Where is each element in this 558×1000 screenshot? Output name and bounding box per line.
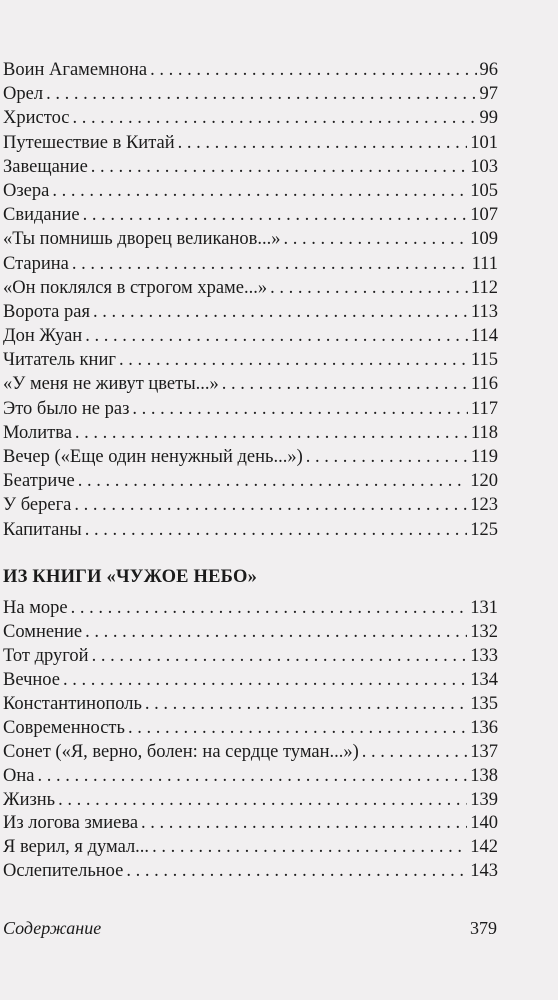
toc-entry [3,324,498,348]
dot-leader [132,397,468,421]
toc-entry [3,741,498,765]
toc-entry [3,445,498,469]
dot-leader [128,717,467,741]
toc-entry-page: 112 [470,277,498,298]
toc-entry-page: 119 [470,447,498,467]
dot-leader [91,155,467,179]
toc-entry [3,372,498,396]
toc-entry-title: Беатриче [3,471,75,492]
toc-entry-title: Она [3,765,35,786]
toc-entry-page: 125 [470,519,498,540]
toc-entry [3,82,498,106]
toc-entry-title: Христос [3,108,70,129]
toc-entry-page: 103 [470,156,498,177]
toc-entry-title: Свидание [3,205,80,226]
running-title: Содержание [3,918,102,938]
toc-entry-page: 117 [470,398,498,419]
toc-entry [3,518,498,542]
toc-entry-page: 113 [470,301,498,322]
toc-entry-page: 99 [479,108,498,129]
toc-entry [3,203,498,227]
toc-entry-title: Я верил, я думал... [3,837,150,858]
toc-entry-page: 114 [470,326,498,347]
toc-entry-title: Современность [3,717,125,738]
dot-leader [178,131,468,155]
toc-entry-title: Вечное [3,669,60,690]
toc-entry-page: 132 [470,621,498,642]
toc-entry-title: У берега [3,495,72,516]
toc-entry-page: 97 [479,84,498,105]
toc-entry [3,836,498,860]
toc-entry-title: Воин Агамемнона [3,60,148,80]
dot-leader [72,106,476,130]
toc-entry-page: 96 [479,60,498,80]
toc-entry [3,348,498,372]
toc-entry [3,812,498,836]
dot-leader [222,372,468,396]
toc-entry-page: 115 [470,350,498,371]
toc-entry-title: Читатель книг [3,350,116,371]
toc-entry-title: «Ты помнишь дворец великанов...» [3,229,281,250]
toc-entry-title: Вечер («Еще один ненужный день...») [3,447,303,467]
dot-leader [46,82,476,106]
toc-entry-page: 120 [470,471,498,492]
toc-entry [3,765,498,789]
toc-entry-title: Тот другой [3,645,89,666]
dot-leader [37,765,467,789]
toc-entry [3,276,498,300]
toc-entry-title: «Он поклялся в строгом храме...» [3,277,268,298]
toc-entry-page: 107 [470,205,498,226]
toc-entry-page: 123 [470,495,498,516]
dot-leader [78,469,467,493]
dot-leader [85,518,468,542]
toc-entry [3,469,498,493]
toc-entry-page: 142 [470,837,498,858]
toc-entry [3,58,498,82]
toc-entry-page: 139 [470,789,498,810]
toc-entry [3,300,498,324]
toc-entry-title: Жизнь [3,789,56,810]
dot-leader [74,493,467,517]
dot-leader [83,203,468,227]
dot-leader [72,252,469,276]
dot-leader [52,179,467,203]
toc-entry [3,397,498,421]
toc-entry-page: 116 [470,374,498,395]
dot-leader [283,227,467,251]
toc-entry [3,493,498,517]
toc-entry-title: На море [3,598,68,618]
toc-entry-page: 105 [470,180,498,201]
toc-entry-page: 136 [470,717,498,738]
dot-leader [141,812,467,836]
dot-leader [145,693,467,717]
toc-entry-page: 140 [470,813,498,834]
toc-entry-title: Сонет («Я, верно, болен: на сердце туман...») [3,741,359,762]
toc-entry-page: 101 [470,132,498,153]
toc-entry [3,717,498,741]
toc-entry [3,693,498,717]
dot-leader [119,348,468,372]
toc-entry [3,621,498,645]
toc-entry-title: «У меня не живут цветы...» [3,374,219,395]
dot-leader [85,324,468,348]
toc-entry-title: Озера [3,180,50,201]
dot-leader [92,645,468,669]
toc-entry-page: 138 [470,765,498,786]
toc-entry-page: 109 [470,229,498,250]
toc-entry [3,860,498,884]
page-number: 379 [470,918,497,938]
toc-entry [3,155,498,179]
dot-leader [152,836,467,860]
toc-entry-page: 111 [471,253,498,274]
toc-entry-title: Ворота рая [3,301,90,322]
toc-entry [3,179,498,203]
toc-entry-page: 134 [470,669,498,690]
toc-entry-title: Константинополь [3,693,142,714]
dot-leader [71,597,468,621]
toc-entry-title: Молитва [3,422,72,443]
dot-leader [93,300,468,324]
section-heading: ИЗ КНИГИ «ЧУЖОЕ НЕБО» [3,567,258,587]
toc-entry [3,789,498,813]
dot-leader [362,741,467,765]
dot-leader [150,58,476,82]
toc-entry-title: Путешествие в Китай [3,132,175,153]
toc-list-second [3,597,498,884]
toc-entry [3,645,498,669]
toc-entry [3,597,498,621]
dot-leader [306,445,468,469]
dot-leader [75,421,468,445]
dot-leader [270,276,468,300]
toc-entry [3,131,498,155]
dot-leader [58,789,467,813]
toc-entry-title: Завещание [3,156,88,177]
toc-entry-title: Сомнение [3,621,83,642]
toc-entry [3,669,498,693]
toc-entry-title: Это было не раз [3,398,130,419]
toc-entry-title: Капитаны [3,519,82,540]
toc-entry [3,252,498,276]
toc-entry-title: Из логова змиева [3,813,139,834]
toc-entry-page: 131 [470,598,498,618]
toc-entry-title: Ослепительное [3,861,124,882]
toc-entry-title: Дон Жуан [3,326,83,347]
toc-entry-title: Старина [3,253,69,274]
toc-list-first [3,58,498,542]
toc-entry-page: 118 [470,422,498,443]
toc-entry-page: 133 [470,645,498,666]
toc-entry [3,421,498,445]
dot-leader [126,860,467,884]
dot-leader [63,669,467,693]
toc-entry [3,227,498,251]
toc-entry-page: 143 [470,861,498,882]
toc-entry-page: 137 [470,741,498,762]
toc-entry-page: 135 [470,693,498,714]
toc-entry-title: Орел [3,84,44,105]
dot-leader [85,621,467,645]
toc-entry [3,106,498,130]
